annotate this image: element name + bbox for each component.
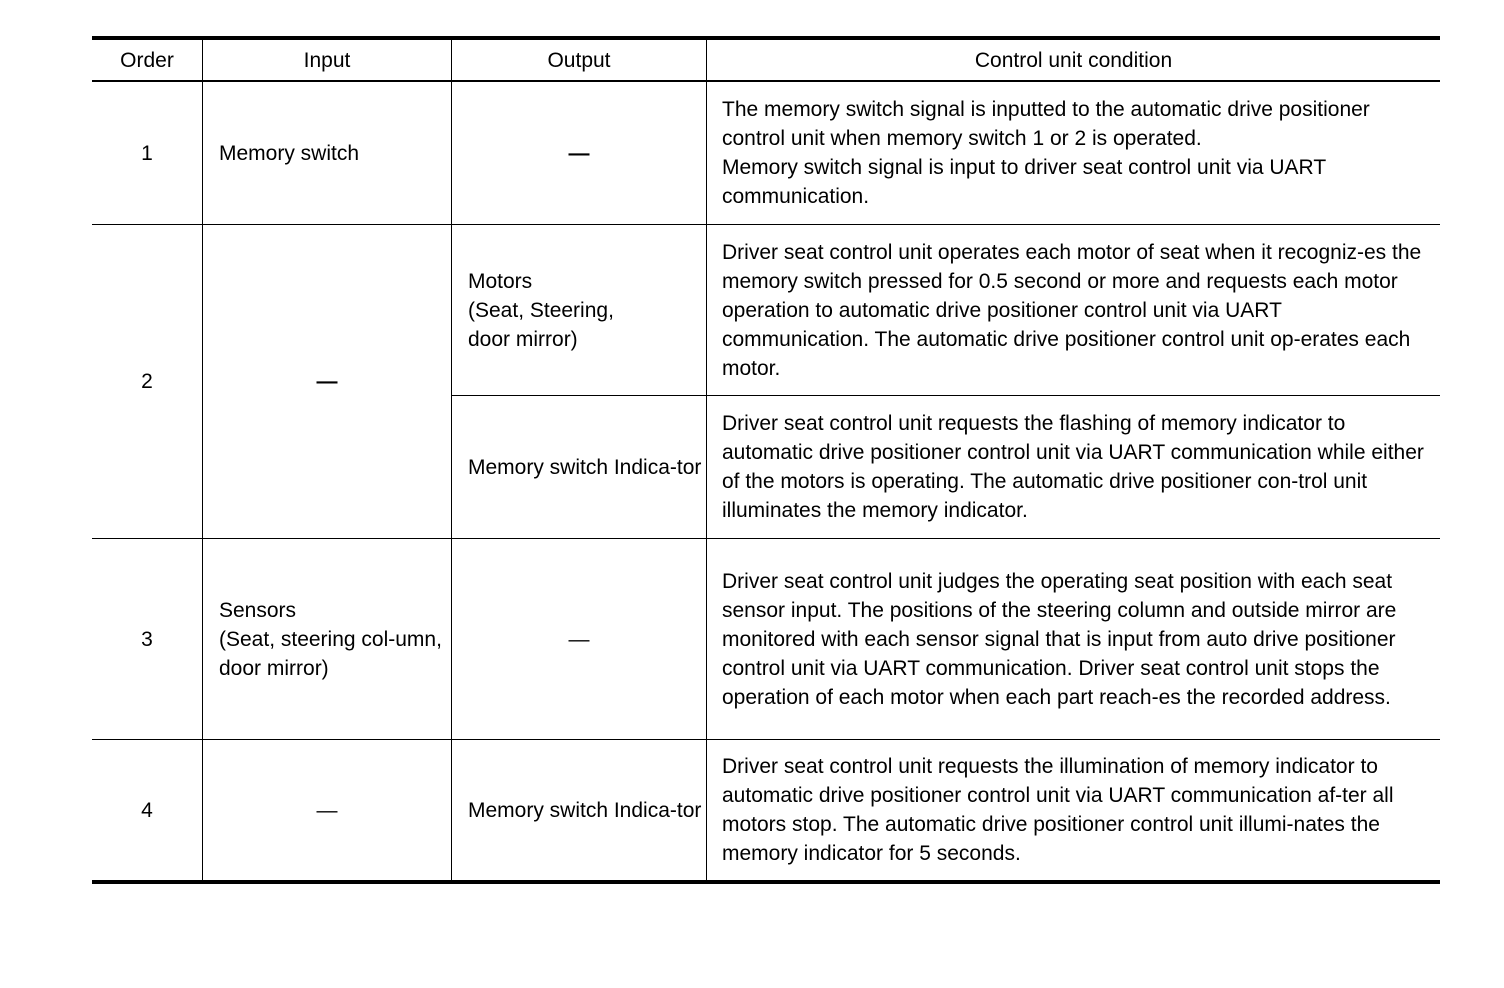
row-output-cell: Motors (Seat, Steering, door mirror) (452, 225, 707, 396)
row-order-cell: 4 (92, 740, 203, 883)
header-condition: Control unit condition (707, 38, 1441, 81)
table-row (92, 225, 1440, 396)
row-input-cell: — (203, 225, 452, 539)
row-input-cell: — (203, 740, 452, 883)
row-condition-cell: The memory switch signal is inputted to the automatic drive positioner control unit when memory switch 1 or 2 is operated. Memory switch signal is input to driver seat control unit via UART communication. (707, 81, 1441, 225)
header-input: Input (203, 38, 452, 81)
row-condition-cell: Driver seat control unit requests the illumination of memory indicator to automatic drive positioner control unit via UART communication af-ter all motors stop. The automatic drive positioner control unit illumi-nates the memory indicator for 5 seconds. (707, 740, 1441, 883)
row-output-cell: Memory switch Indica-tor (452, 740, 707, 883)
row-condition-cell: Driver seat control unit operates each motor of seat when it recogniz-es the memory switch pressed for 0.5 second or more and requests each motor operation to automatic drive positioner control unit via UART communication. The automatic drive positioner control unit op-erates each motor. (707, 225, 1441, 396)
row-output-cell: — (452, 81, 707, 225)
row-input-cell: Sensors (Seat, steering col-umn, door mirror) (203, 539, 452, 740)
row-input-cell: Memory switch (203, 81, 452, 225)
row-condition-cell: Driver seat control unit requests the flashing of memory indicator to automatic drive positioner control unit via UART communication while either of the motors is operating. The automatic drive positioner con-trol unit illuminates the memory indicator. (707, 396, 1441, 539)
row-order-cell: 2 (92, 225, 203, 539)
table-row (92, 740, 1440, 883)
header-order: Order (92, 38, 203, 81)
table-row (92, 539, 1440, 740)
row-output-cell: Memory switch Indica-tor (452, 396, 707, 539)
table-row (92, 81, 1440, 225)
row-order-cell: 3 (92, 539, 203, 740)
row-order-cell: 1 (92, 81, 203, 225)
memory-function-table (92, 36, 1440, 884)
header-row (92, 38, 1440, 81)
header-output: Output (452, 38, 707, 81)
row-output-cell: — (452, 539, 707, 740)
row-condition-cell: Driver seat control unit judges the operating seat position with each seat sensor input. The positions of the steering column and outside mirror are monitored with each sensor signal that is input from auto drive positioner control unit via UART communication. Driver seat control unit stops the operation of each motor when each part reach-es the recorded address. (707, 539, 1441, 740)
